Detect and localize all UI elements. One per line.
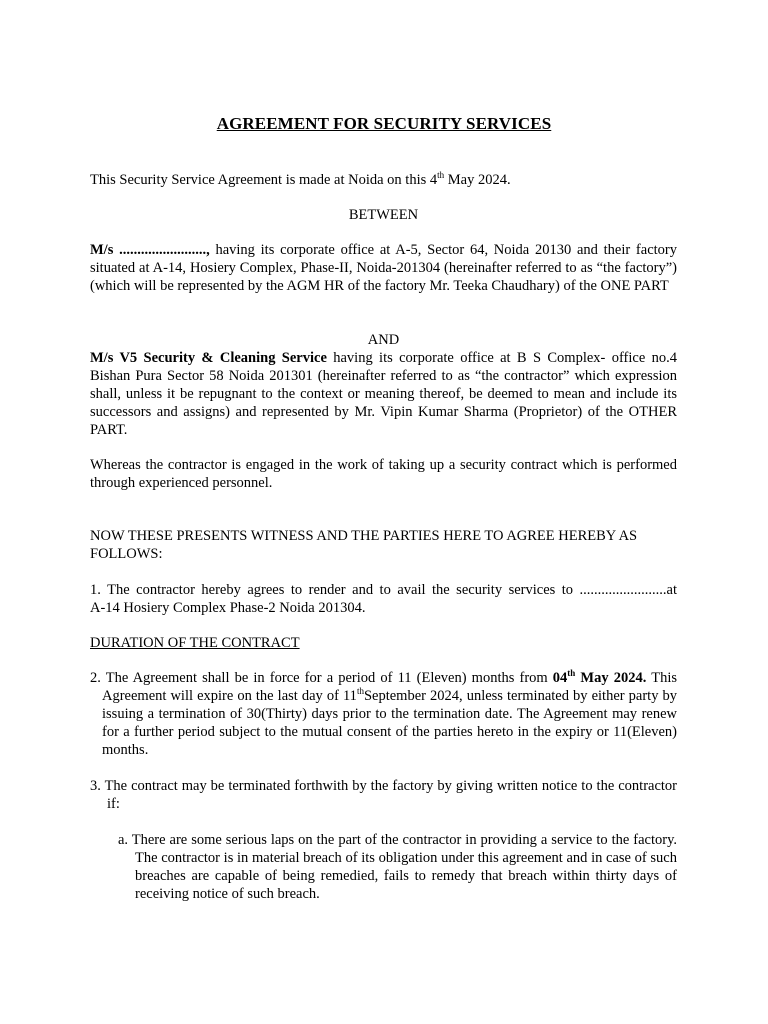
intro-date-suffix: th (437, 170, 445, 181)
intro-text: This Security Service Agreement is made at Noida on this 4 (90, 172, 438, 188)
clause-2-start-date: 04th May 2024. (552, 668, 647, 686)
party-two-text: having its corporate office at B S Complex- office no.4 Bishan Pura Sector 58 Noida 201301 (hereinafter referred to as “the contractor” which expression shall, unless it be repugnant to the context or meaning thereof, be deemed to mean and include its successors and assigns) and represented by Mr. Vipin Kumar Sharma (Proprietor) of the OTHER PART. (90, 350, 677, 438)
clause-3: 3. The contract may be terminated forthwith by the factory by giving written notice to the contractor if: (90, 778, 677, 812)
clause-1-line-1: 1. The contractor hereby agrees to render and to avail the security services to ........................at (90, 582, 677, 598)
party-one-paragraph (90, 241, 677, 295)
clause-3a: a. There are some serious laps on the part of the contractor in providing a service to the factory. The contractor is in material breach of its obligation under this agreement and in case of such breaches are capable of being remedied, fails to remedy that breach within thirty days of receiving notice of such breach. (118, 832, 677, 902)
clause-2-rest: September 2024, unless terminated by either party by issuing a termination of 30(Thirty) days prior to the termination date. The Agreement may renew for a further period subject to the mutual consent of the parties hereto in the expiry or 11(Eleven) months. (102, 688, 677, 758)
clause-2-mid: This Agreement will expire on the last day of 11 (102, 670, 677, 704)
witness-paragraph: NOW THESE PRESENTS WITNESS AND THE PARTIES HERE TO AGREE HEREBY AS FOLLOWS: (90, 528, 638, 562)
and-heading: AND (367, 332, 400, 348)
party-one-text: having its corporate office at A-5, Sector 64, Noida 20130 and their factory situated at A-14, Hosiery Complex, Phase-II, Noida-201304 (hereinafter referred to as “the factory”) (which will be represented by the AGM HR of the factory Mr. Teeka Chaudhary) of the ONE PART (90, 242, 677, 294)
party-two-paragraph (90, 349, 677, 439)
party-two-name: M/s V5 Security & Cleaning Service (90, 350, 327, 366)
whereas-paragraph: Whereas the contractor is engaged in the work of taking up a security contract which is performed through experienced personnel. (90, 457, 677, 491)
clause-1 (90, 581, 677, 617)
duration-heading (90, 634, 677, 652)
duration-heading-text: DURATION OF THE CONTRACT (90, 635, 300, 651)
between-heading: BETWEEN (348, 207, 419, 223)
clause-1-line-2: A-14 Hosiery Complex Phase-2 Noida 201304. (90, 600, 366, 616)
clause-2-mid-suffix: th (356, 686, 364, 697)
intro-text-end: May 2024. (444, 172, 511, 188)
clause-2 (90, 669, 677, 759)
clause-2-prefix: 2. The Agreement shall be in force for a period of 11 (Eleven) months from (90, 670, 553, 686)
intro-paragraph (90, 171, 677, 189)
party-one-name: M/s ........................, (90, 242, 210, 258)
document-title: AGREEMENT FOR SECURITY SERVICES (216, 114, 552, 133)
